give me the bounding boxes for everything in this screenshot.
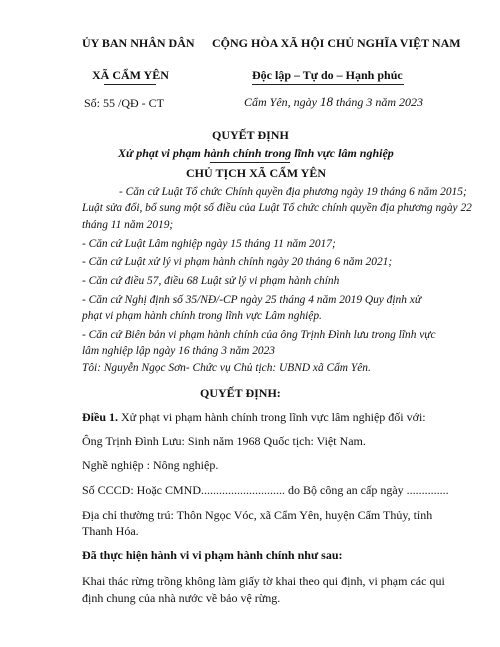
document-subject: Xử phạt vi phạm hành chính trong lĩnh vực lâm nghiệp: [118, 146, 394, 160]
violation-heading-colon: :: [338, 548, 343, 562]
person-name: Ông Trịnh Đình Lưu: Sinh năm 1968 Quốc tịch: Việt Nam.: [82, 434, 366, 448]
basis-line: - Căn cứ Nghị định số 35/NĐ/-CP ngày 25 tháng 4 năm 2019 Quy định xử: [82, 294, 422, 306]
violation-description: Khai thác rừng trồng không làm giấy tờ khai theo qui định, vi phạm các qui: [82, 574, 445, 588]
basis-line: lâm nghiệp lập ngày 16 tháng 3 năm 2023: [82, 345, 275, 357]
basis-line: Luật sửa đổi, bổ sung một số điều của Luật Tổ chức chính quyền địa phương ngày 22: [82, 202, 472, 214]
document-date: [244, 94, 423, 110]
org-subname: XÃ CẨM YÊN: [92, 68, 169, 82]
nation-motto: Độc lập – Tự do – Hạnh phúc: [252, 68, 403, 82]
basis-line: - Căn cứ Biên bản vi phạm hành chính của ông Trịnh Đình lưu trong lĩnh vực: [82, 329, 436, 341]
document-number: Số: 55 /QĐ - CT: [84, 96, 165, 110]
motto-underline: [252, 84, 404, 85]
article-1: [82, 410, 426, 425]
basis-line: tháng 11 năm 2019;: [82, 219, 174, 231]
article-1-label: Điều 1.: [82, 410, 118, 424]
basis-line: - Căn cứ điều 57, điều 68 Luật sử lý vi phạm hành chính: [82, 275, 340, 287]
date-day: 18: [320, 94, 333, 109]
violation-heading: [82, 548, 343, 563]
violation-heading-text: Đã thực hiện hành vi vi phạm hành chính như sau: [82, 548, 339, 562]
basis-line: - Căn cứ Luật Lâm nghiệp ngày 15 tháng 11 năm 2017;: [82, 238, 336, 250]
person-occupation: Nghề nghiệp : Nông nghiệp.: [82, 458, 219, 472]
date-suffix: tháng 3 năm 2023: [333, 95, 423, 109]
decision-heading: QUYẾT ĐỊNH:: [200, 386, 281, 400]
subject-underline: [210, 162, 290, 163]
date-prefix: Cẩm Yên, ngày: [244, 95, 320, 109]
article-1-text: Xử phạt vi phạm hành chính trong lĩnh vực lâm nghiệp đối với:: [118, 410, 426, 424]
person-id: Số CCCD: Hoặc CMND............................ do Bộ công an cấp ngày ..............: [82, 483, 449, 497]
violation-description-cont: định chung của nhà nước về bảo vệ rừng.: [82, 591, 281, 605]
person-address-cont: Thanh Hóa.: [82, 524, 139, 538]
basis-line: - Căn cứ Luật Tổ chức Chính quyền địa phương ngày 19 tháng 6 năm 2015;: [119, 186, 467, 198]
org-name: ỦY BAN NHÂN DÂN: [82, 36, 195, 50]
document-type: QUYẾT ĐỊNH: [212, 128, 289, 142]
person-address: Địa chỉ thường trú: Thôn Ngọc Vóc, xã Cẩm Yên, huyện Cẩm Thủy, tỉnh: [82, 508, 433, 522]
basis-line: phạt vi phạm hành chính trong lĩnh vực Lâm nghiệp.: [82, 310, 322, 322]
org-underline: [104, 84, 156, 85]
signer-line: Tôi: Nguyễn Ngọc Sơn- Chức vụ Chủ tịch: UBND xã Cẩm Yên.: [82, 362, 371, 374]
basis-line: - Căn cứ Luật xử lý vi phạm hành chính ngày 20 tháng 6 năm 2021;: [82, 256, 393, 268]
authority-title: CHỦ TỊCH XÃ CẨM YÊN: [186, 166, 327, 180]
nation-name: CỘNG HÒA XÃ HỘI CHỦ NGHĨA VIỆT NAM: [212, 36, 461, 50]
